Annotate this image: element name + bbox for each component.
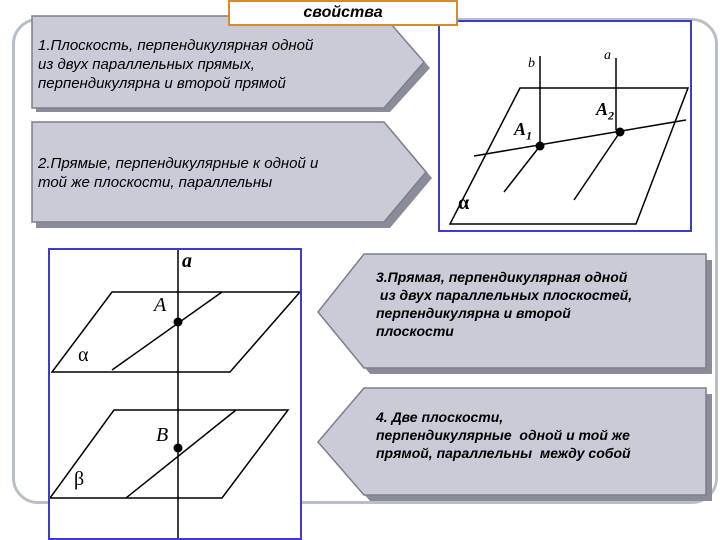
label-alpha: α	[458, 192, 470, 214]
point-a1	[536, 142, 545, 151]
figure-left-panel	[48, 248, 302, 540]
property-4-text: 4. Две плоскости, перпендикулярные одной и той же прямой, параллельны между собой	[376, 409, 631, 461]
plane-beta	[50, 410, 288, 498]
label-point-a: A	[154, 294, 167, 316]
label-point-b: B	[156, 424, 169, 446]
label-point-a2: $A_2$	[596, 99, 615, 123]
figure-left-drawing	[50, 250, 300, 538]
label-beta: β	[74, 468, 85, 490]
line-in-alpha	[112, 292, 222, 370]
property-3-text: 3.Прямая, перпендикулярная одной из двух параллельных плоскостей, перпендикулярна и второй плоскости	[376, 269, 633, 339]
line-through-a2	[574, 132, 620, 200]
point-a	[174, 318, 183, 327]
line-a1a2	[474, 120, 686, 156]
figure-top-drawing	[440, 22, 690, 230]
label-a: a	[604, 48, 611, 63]
plane-alpha	[450, 88, 688, 224]
label-point-a1: $A_1$	[514, 119, 533, 143]
label-line-a: a	[182, 250, 192, 272]
page-title: свойства	[228, 0, 458, 26]
label-b: b	[528, 56, 535, 71]
point-b	[174, 444, 183, 453]
plane-alpha	[52, 292, 300, 372]
line-in-beta	[126, 410, 236, 498]
line-through-a1	[504, 146, 540, 192]
property-2-text: 2.Прямые, перпендикулярные к одной и той же плоскости, параллельны	[38, 155, 319, 191]
label-alpha: α	[78, 344, 89, 366]
figure-top-panel	[438, 20, 692, 232]
point-a2	[616, 128, 625, 137]
property-1-text: 1.Плоскость, перпендикулярная одной из двух параллельных прямых, перпендикулярна и второй прямой	[38, 37, 314, 92]
